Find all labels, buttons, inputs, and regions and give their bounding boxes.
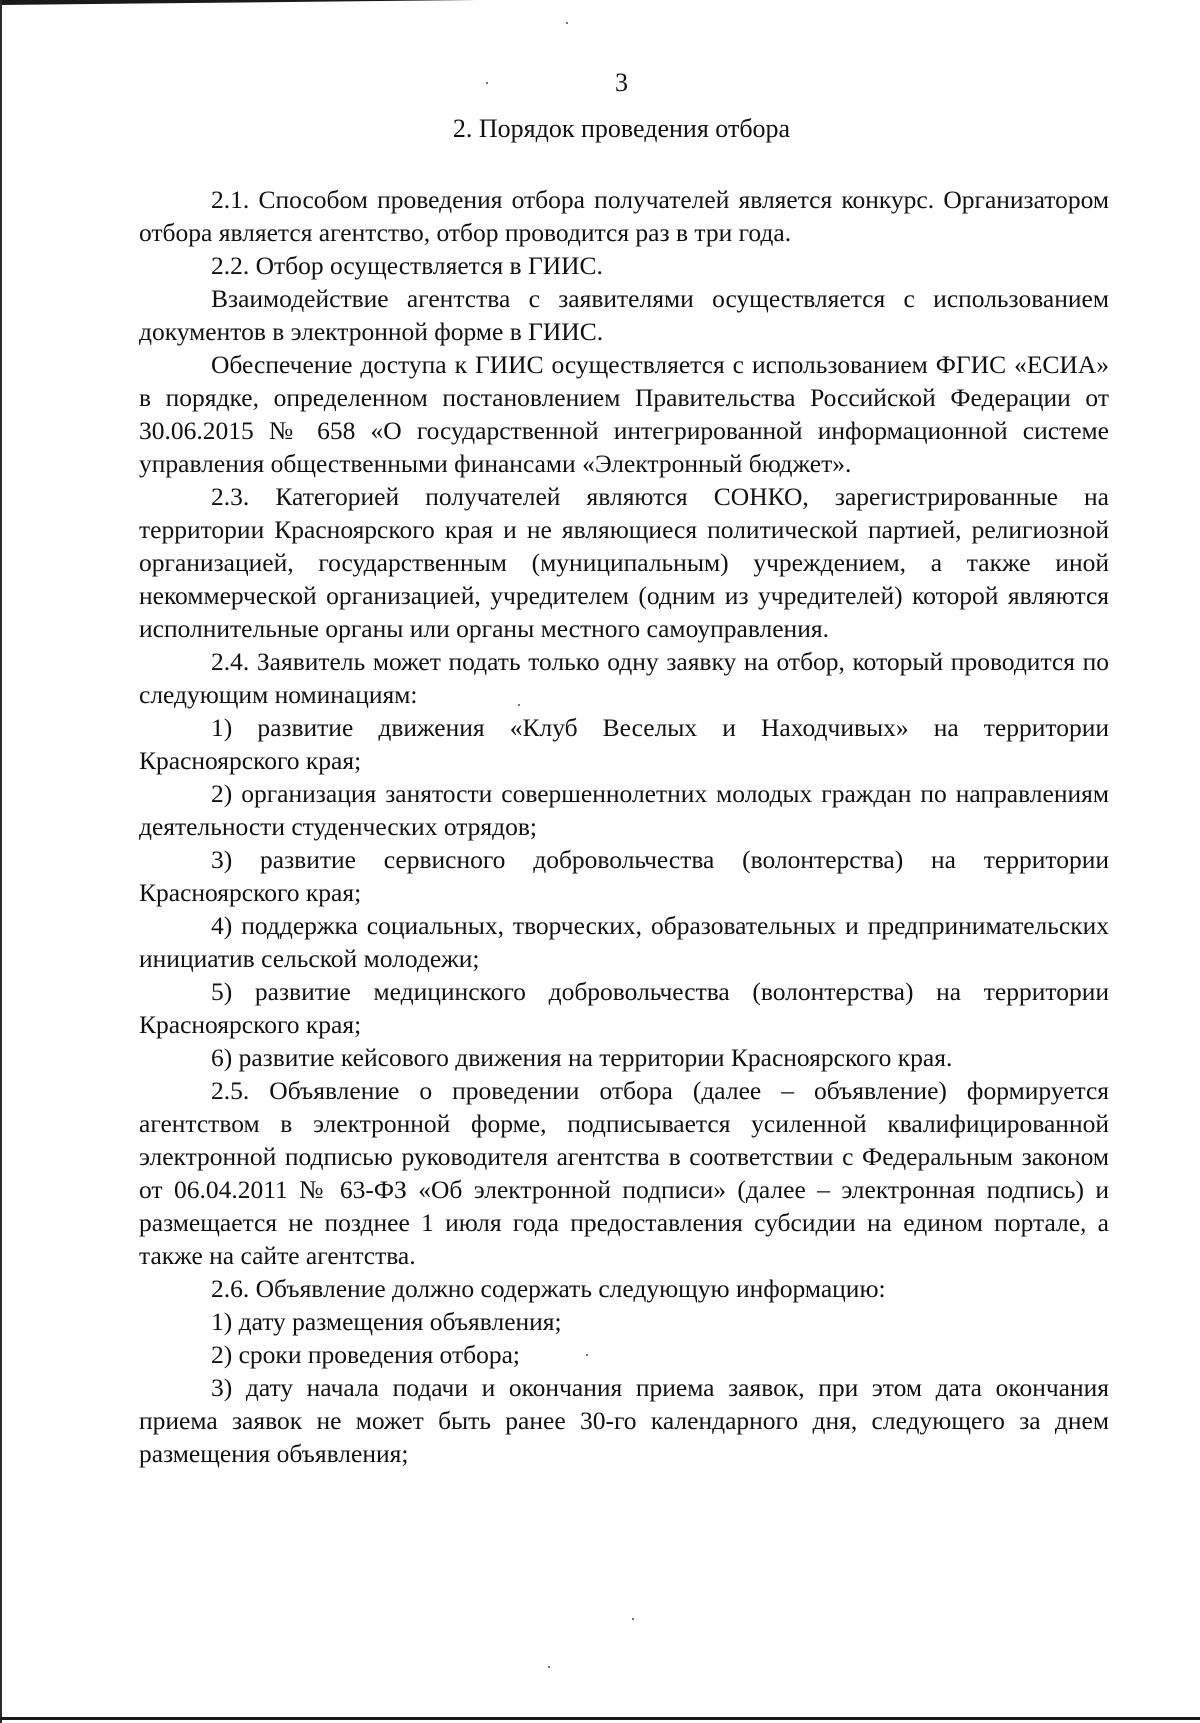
paragraph-2-2: 2.2. Отбор осуществляется в ГИИС. [211, 251, 603, 280]
scan-speck [632, 1618, 634, 1620]
nomination-item: 6) развитие кейсового движения на территории Красноярского края. [211, 1043, 953, 1072]
nomination-item: 2) организация занятости совершеннолетних молодых граждан по направлениям деятельности студенческих отрядов; [139, 779, 1109, 841]
paragraph-access: Обеспечение доступа к ГИИС осуществляется с использованием ФГИС «ЕСИА» в порядке, определенном постановлением Правительства Российской Федерации от 30.06.2015 № 658 «О государственной интегрированной информационной системе управления общественными финансами «Электронный бюджет». [139, 350, 1109, 478]
paragraph-2-1: 2.1. Способом проведения отбора получателей является конкурс. Организатором отбора является агентство, отбор проводится раз в три года. [139, 185, 1109, 247]
nomination-item: 3) развитие сервисного добровольчества (волонтерства) на территории Красноярского края; [139, 845, 1109, 907]
scan-speck [566, 22, 568, 24]
paragraph-2-5: 2.5. Объявление о проведении отбора (далее – объявление) формируется агентством в электронной форме, подписывается усиленной квалифицированной электронной подписью руководителя агентства в соответствии с Федеральным законом от 06.04.2011 № 63-ФЗ «Об электронной подписи» (далее – электронная подпись) и размещается не позднее 1 июля года предоставления субсидии на едином портале, а также на сайте агентства. [139, 1076, 1109, 1270]
scan-edge-bottom [0, 1717, 1200, 1720]
scan-edge-top [0, 0, 1110, 5]
scan-speck [548, 1666, 550, 1668]
page-number: 3 [615, 68, 628, 97]
paragraph-interaction: Взаимодействие агентства с заявителями осуществляется с использованием документов в электронной форме в ГИИС. [139, 284, 1109, 346]
nomination-item: 4) поддержка социальных, творческих, образовательных и предпринимательских инициатив сельской молодежи; [139, 911, 1109, 973]
scan-edge-left [0, 0, 2, 1723]
paragraph-2-3: 2.3. Категорией получателей являются СОНКО, зарегистрированные на территории Красноярского края и не являющиеся политической партией, религиозной организацией, государственным (муниципальным) учреждением, а также иной некоммерческой организацией, учредителем (одним из учредителей) которой являются исполнительные органы или органы местного самоуправления. [139, 482, 1109, 643]
info-item: 2) сроки проведения отбора; [211, 1340, 520, 1369]
info-item: 3) дату начала подачи и окончания приема заявок, при этом дата окончания приема заявок не может быть ранее 30-го календарного дня, следующего за днем размещения объявления; [139, 1373, 1109, 1468]
paragraph-2-6: 2.6. Объявление должно содержать следующую информацию: [211, 1274, 886, 1303]
section-title: 2. Порядок проведения отбора [452, 114, 791, 143]
info-item: 1) дату размещения объявления; [211, 1307, 562, 1336]
paragraph-2-4: 2.4. Заявитель может подать только одну заявку на отбор, который проводится по следующим номинациям: [139, 647, 1109, 709]
nomination-item: 5) развитие медицинского добровольчества (волонтерства) на территории Красноярского края; [139, 977, 1109, 1039]
document-body [139, 183, 1109, 1470]
nomination-item: 1) развитие движения «Клуб Веселых и Находчивых» на территории Красноярского края; [139, 713, 1109, 775]
